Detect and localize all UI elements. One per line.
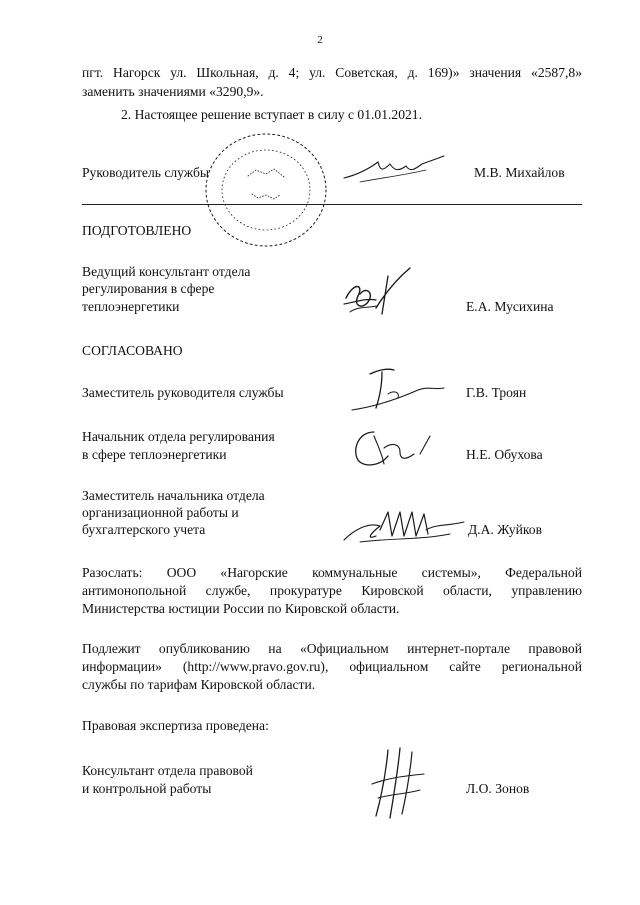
- distribution-line: Разослать: ООО «Нагорские коммунальные системы», Федеральной: [82, 565, 582, 580]
- legal-review-position-line: Консультант отдела правовой: [82, 763, 253, 778]
- prepared-signature: [336, 262, 416, 322]
- agreed-signature: [340, 500, 470, 550]
- paragraph-line: пгт. Нагорск ул. Школьная, д. 4; ул. Советская, д. 169)» значения «2587,8»: [82, 65, 582, 80]
- agreed-position-line: организационной работы и: [82, 505, 239, 520]
- agreed-position-line: в сфере теплоэнергетики: [82, 447, 227, 462]
- legal-review-heading: Правовая экспертиза проведена:: [82, 718, 269, 733]
- agreed-signature: [344, 420, 444, 475]
- agreed-position-line: Заместитель руководителя службы: [82, 385, 284, 400]
- item-2: 2. Настоящее решение вступает в силу с 01.01.2021.: [121, 107, 422, 122]
- agreed-name: Н.Е. Обухова: [466, 447, 543, 462]
- legal-review-name: Л.О. Зонов: [466, 781, 530, 796]
- head-signature: [340, 148, 450, 188]
- paragraph-line: заменить значениями «3290,9».: [82, 84, 264, 99]
- prepared-position-line: теплоэнергетики: [82, 299, 180, 314]
- agreed-position-line: Заместитель начальника отдела: [82, 488, 265, 503]
- publication-line: информации» (http://www.pravo.gov.ru), официальном сайте региональной: [82, 659, 582, 674]
- agreed-position-line: бухгалтерского учета: [82, 522, 206, 537]
- publication-line: Подлежит опубликованию на «Официальном интернет-портале правовой: [82, 641, 582, 656]
- head-name: М.В. Михайлов: [474, 165, 565, 180]
- legal-review-position-line: и контрольной работы: [82, 781, 212, 796]
- agreed-heading: СОГЛАСОВАНО: [82, 343, 183, 358]
- head-title: Руководитель службы: [82, 165, 210, 180]
- agreed-signature: [348, 360, 448, 415]
- agreed-name: Г.В. Троян: [466, 385, 527, 400]
- prepared-heading: ПОДГОТОВЛЕНО: [82, 223, 192, 238]
- prepared-name: Е.А. Мусихина: [466, 299, 554, 314]
- agreed-position-line: Начальник отдела регулирования: [82, 429, 275, 444]
- distribution-line: антимонопольной службе, прокуратуре Кировской области, управлению: [82, 583, 582, 598]
- prepared-position-line: Ведущий консультант отдела: [82, 264, 251, 279]
- divider-line: [82, 204, 582, 205]
- seal-stamp: [196, 124, 336, 254]
- page-number: 2: [317, 34, 323, 46]
- distribution-line: Министерства юстиции России по Кировской области.: [82, 601, 400, 616]
- legal-review-signature: [364, 744, 434, 824]
- prepared-position-line: регулирования в сфере: [82, 281, 215, 296]
- publication-line: службы по тарифам Кировской области.: [82, 677, 316, 692]
- agreed-name: Д.А. Жуйков: [468, 522, 543, 537]
